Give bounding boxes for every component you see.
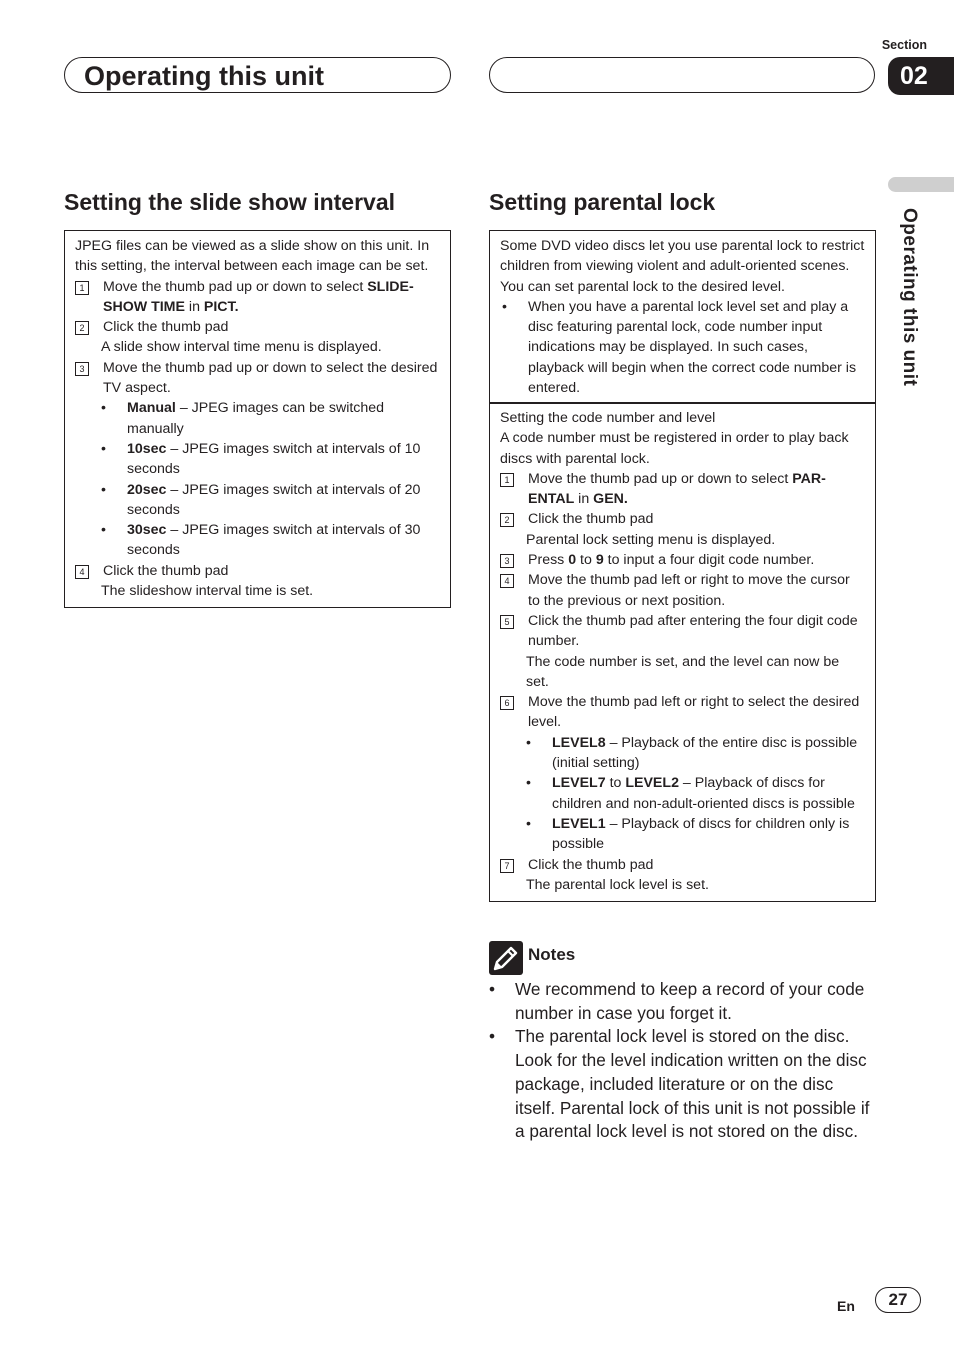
step-result: Parental lock setting menu is displayed. bbox=[526, 531, 776, 548]
menu-name: PICT. bbox=[203, 298, 239, 315]
slide-show-box bbox=[64, 230, 451, 608]
step-number: 2 bbox=[75, 321, 89, 335]
option-item: • 30sec – JPEG images switch at intervals of 30 seconds bbox=[101, 522, 421, 559]
level-item: • LEVEL8 – Playback of the entire disc is possible (initial setting) bbox=[526, 734, 858, 772]
option-item: • Manual – JPEG images can be switched manually bbox=[101, 400, 385, 437]
note-item: • The parental lock level is stored on the disc. Look for the level indication written on the disc package, included literature or on the disc itself. Parental lock of this unit is not possible if a parental lock level is not stored on the disc. bbox=[489, 1026, 870, 1142]
section-label: Section bbox=[881, 38, 927, 52]
step-number: 1 bbox=[75, 281, 89, 295]
step-number: 4 bbox=[75, 565, 89, 579]
step-3: 3 Move the thumb pad up or down to select the desired TV aspect. bbox=[75, 358, 440, 399]
step-1: 1 Move the thumb pad up or down to select PAR-ENTAL in GEN. bbox=[500, 469, 865, 510]
step-6: 6 Move the thumb pad left or right to select the desired level. bbox=[500, 692, 865, 733]
slide-show-intro: JPEG files can be viewed as a slide show on this unit. In this setting, the interval between each image can be set. bbox=[75, 238, 430, 275]
step-7: 7 Click the thumb pad bbox=[500, 855, 865, 875]
parental-steps-box bbox=[489, 402, 876, 902]
note-item: • We recommend to keep a record of your code number in case you forget it. bbox=[489, 979, 865, 1023]
step-result: The slideshow interval time is set. bbox=[101, 583, 314, 600]
option-item: • 20sec – JPEG images switch at intervals of 20 seconds bbox=[101, 481, 421, 518]
step-1: 1 Move the thumb pad up or down to select SLIDE-SHOW TIME in PICT. bbox=[75, 277, 440, 318]
subsection-title: Setting the code number and level bbox=[500, 410, 716, 426]
step-number: 3 bbox=[75, 362, 89, 376]
notes-list bbox=[489, 978, 877, 1144]
step-4: 4 Move the thumb pad left or right to move the cursor to the previous or next position. bbox=[500, 570, 865, 611]
page-number: 27 bbox=[875, 1287, 921, 1313]
step-result: The parental lock level is set. bbox=[526, 876, 709, 893]
side-section-label: Operating this unit bbox=[899, 208, 920, 387]
parental-intro: Some DVD video discs let you use parental lock to restrict children from viewing violent and adult-oriented scenes. You can set parental lock to the desired level. bbox=[500, 238, 865, 295]
step-3: 3 Press 0 to 9 to input a four digit code number. bbox=[500, 550, 865, 570]
side-tab-marker bbox=[888, 177, 954, 192]
slide-show-heading: Setting the slide show interval bbox=[64, 189, 396, 215]
pencil-note-icon bbox=[489, 941, 523, 975]
notes-title: Notes bbox=[528, 945, 576, 964]
intro-bullet: • When you have a parental lock level set and play a disc featuring parental lock, code number input indications may be displayed. In such cases, playback will begin when the correct code number is entered. bbox=[502, 298, 857, 397]
step-4: 4 Click the thumb pad bbox=[75, 561, 440, 581]
step-5: 5 Click the thumb pad after entering the four digit code number. bbox=[500, 611, 865, 652]
option-item: • 10sec – JPEG images switch at intervals of 10 seconds bbox=[101, 440, 421, 478]
parental-lock-heading: Setting parental lock bbox=[489, 189, 716, 215]
header-empty-frame bbox=[489, 57, 875, 93]
page-title: Operating this unit bbox=[84, 61, 324, 91]
step-result: The code number is set, and the level can now be set. bbox=[526, 653, 840, 690]
step-result: A slide show interval time menu is displayed. bbox=[101, 339, 382, 356]
subsection-intro: A code number must be registered in order to play back discs with parental lock. bbox=[500, 430, 849, 467]
parental-intro-box bbox=[489, 230, 876, 404]
menu-item-name: SLIDE-SHOW TIME bbox=[103, 278, 414, 315]
step-2: 2 Click the thumb pad bbox=[75, 317, 440, 337]
step-2: 2 Click the thumb pad bbox=[500, 509, 865, 529]
level-item: • LEVEL7 to LEVEL2 – Playback of discs for children and non-adult-oriented discs is possible bbox=[526, 775, 855, 812]
section-number-badge: 02 bbox=[888, 57, 954, 95]
level-item: • LEVEL1 – Playback of discs for children only is possible bbox=[526, 815, 850, 853]
language-label: En bbox=[837, 1298, 855, 1314]
